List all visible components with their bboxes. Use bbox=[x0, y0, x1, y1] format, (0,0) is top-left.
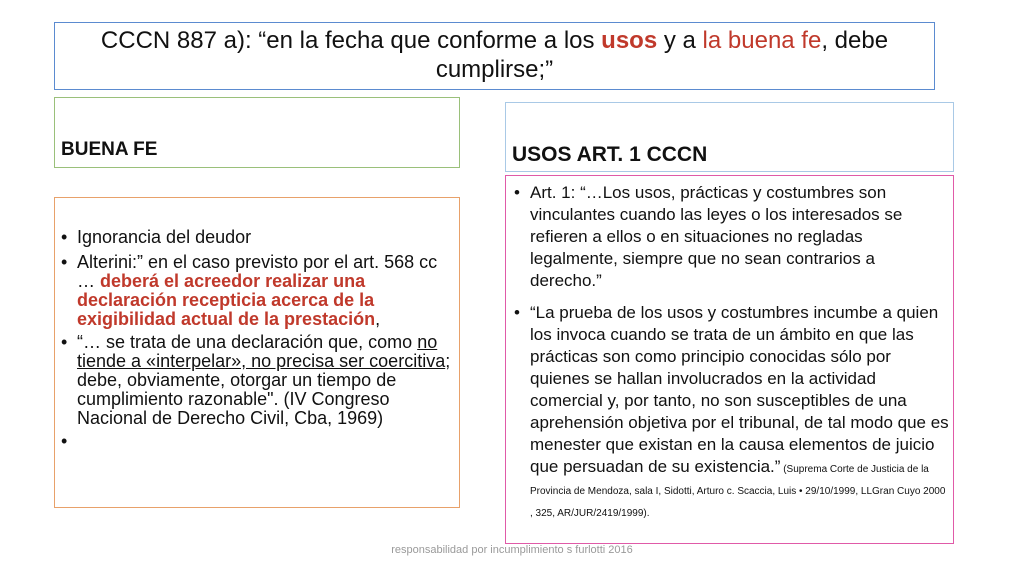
buena-fe-content-box bbox=[54, 197, 460, 508]
buena-fe-item-ignorancia bbox=[57, 228, 453, 247]
usos-item-prueba bbox=[510, 302, 949, 522]
slide-title bbox=[54, 22, 935, 90]
alterini-text: Alterini:” en el caso previsto por el art. 568 cc … bbox=[77, 252, 438, 291]
declaracion-underlined: no tiende a «interpelar», no precisa ser coercitiva bbox=[77, 332, 446, 371]
usos-content-box bbox=[505, 175, 954, 544]
title-text-1: CCCN 887 a): “en la fecha que conforme a los bbox=[100, 27, 602, 54]
alterini-comma: , bbox=[375, 309, 381, 329]
title-text-3: , debe cumplirse;” bbox=[435, 27, 889, 83]
declaracion-text: “… se trata de una declaración que, como bbox=[77, 332, 418, 352]
slide-footer: responsabilidad por incumplimiento s furlotti 2016 bbox=[391, 544, 633, 556]
usos-list bbox=[510, 182, 949, 532]
usos-header-box bbox=[505, 102, 954, 172]
usos-item-art1 bbox=[510, 182, 949, 292]
usos-item-2-text: “La prueba de los usos y costumbres incumbe a quien los invoca cuando se trata de un ámbito en que las prácticas son como principio conocidas sólo por quienes se hallan involucrados en la actividad comercial y, por tanto, no son susceptibles de una aprehensión objetiva por el tribunal, de tal modo que es menester que existan en la causa elementos de juicio que persuadan de su existencia.” bbox=[530, 303, 949, 476]
buena-fe-list bbox=[57, 228, 453, 432]
alterini-bold-red: deberá el acreedor realizar una declaración recepticia acerca de la exigibilidad actual de la prestación bbox=[77, 271, 376, 329]
usos-citation: (Suprema Corte de Justicia de la Provincia de Mendoza, sala I, Sidotti, Arturo c. Scaccia, Luis • 29/10/1999, LLGran Cuyo 2000 , 325, AR/JUR/2419/1999). bbox=[530, 464, 946, 519]
title-usos: usos bbox=[601, 27, 658, 54]
buena-fe-item-1-text: Ignorancia del deudor bbox=[77, 227, 252, 247]
usos-header: USOS ART. 1 CCCN bbox=[512, 143, 708, 166]
declaracion-rest: ; debe, obviamente, otorgar un tiempo de cumplimiento razonable". (IV Congreso Nacional de Derecho Civil, Cba, 1969) bbox=[77, 351, 451, 428]
title-buena-fe: la buena fe bbox=[702, 27, 822, 54]
buena-fe-header-box bbox=[54, 97, 460, 168]
title-text-2: y a bbox=[657, 27, 703, 54]
buena-fe-item-declaracion bbox=[57, 333, 453, 428]
buena-fe-item-alterini bbox=[57, 253, 453, 329]
usos-item-1-text: Art. 1: “…Los usos, prácticas y costumbres son vinculantes cuando las leyes o los interesados se refieren a ellos o en situaciones no regladas legalmente, siempre que no sean contrarios a derecho.” bbox=[530, 183, 903, 290]
buena-fe-header: BUENA FE bbox=[61, 139, 158, 160]
